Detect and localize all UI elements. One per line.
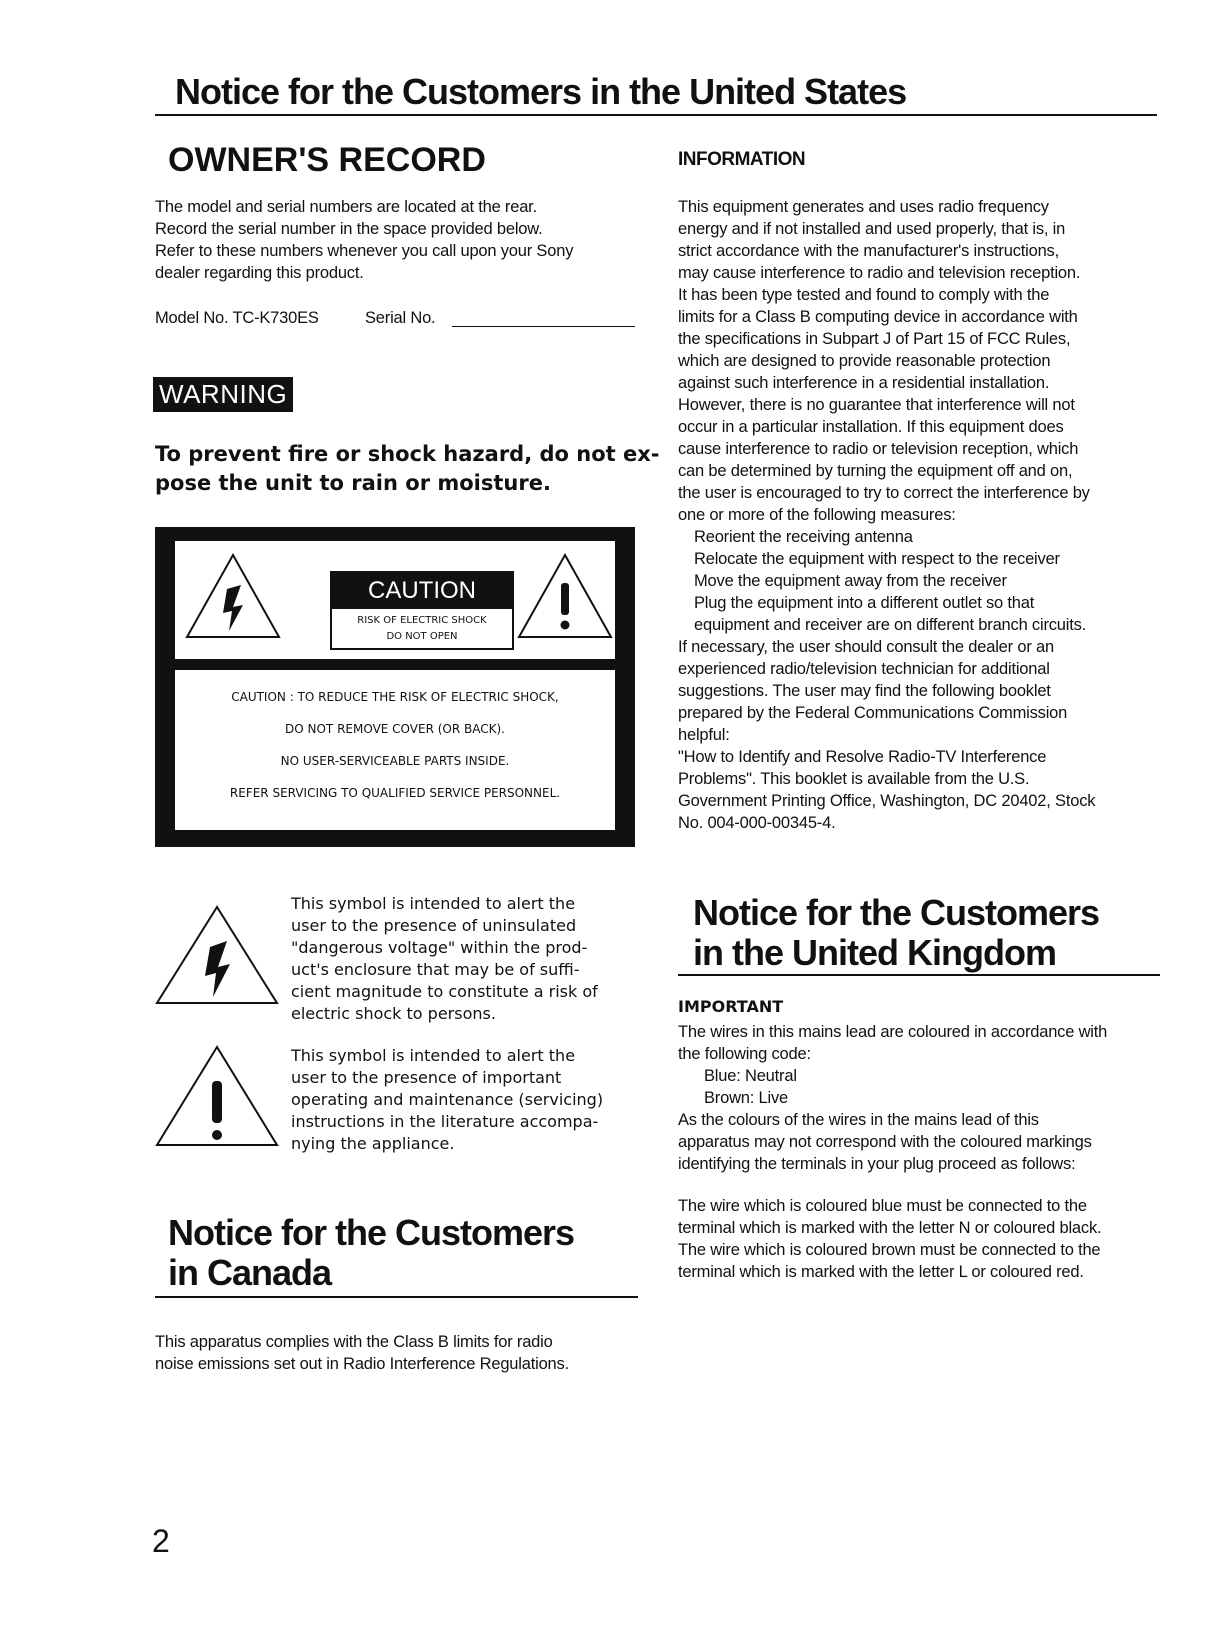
info-line: cause interference to radio or television reception, which — [678, 440, 1079, 458]
exclamation-symbol-description — [291, 1045, 626, 1155]
uk-line: terminal which is marked with the letter N or coloured black. — [678, 1219, 1102, 1237]
uk-body — [678, 1021, 1168, 1283]
uk-title-line: Notice for the Customers — [693, 892, 1100, 933]
measure-item: Reorient the receiving antenna — [694, 528, 913, 546]
info-line: prepared by the Federal Communications Commission — [678, 704, 1068, 722]
caution-line: NO USER-SERVICEABLE PARTS INSIDE. — [280, 754, 510, 768]
info-line: can be determined by turning the equipment off and on, — [678, 462, 1073, 480]
canada-rule — [155, 1296, 638, 1298]
info-line: experienced radio/television technician for additional — [678, 660, 1050, 678]
symbol-line: user to the presence of uninsulated — [291, 916, 577, 935]
uk-code: Blue: Neutral — [704, 1067, 797, 1085]
info-line: This equipment generates and uses radio frequency — [678, 198, 1049, 216]
canada-title-line: Notice for the Customers — [168, 1212, 575, 1253]
info-line: "How to Identify and Resolve Radio-TV Interference — [678, 748, 1047, 766]
information-title: INFORMATION — [678, 149, 806, 170]
info-line: It has been type tested and found to comply with the — [678, 286, 1050, 304]
uk-rule — [678, 974, 1160, 976]
uk-line: The wires in this mains lead are coloured in accordance with — [678, 1023, 1108, 1041]
caution-box-top — [175, 541, 615, 659]
uk-title — [693, 893, 1099, 972]
caution-line: CAUTION : TO REDUCE THE RISK OF ELECTRIC SHOCK, — [231, 690, 559, 704]
page-number: 2 — [152, 1523, 170, 1559]
lightning-triangle-icon — [183, 551, 283, 641]
caution-line: REFER SERVICING TO QUALIFIED SERVICE PERSONNEL. — [229, 786, 561, 800]
info-line: occur in a particular installation. If this equipment does — [678, 418, 1064, 436]
caution-instructions — [175, 670, 615, 830]
uk-line: terminal which is marked with the letter L or coloured red. — [678, 1263, 1084, 1281]
caution-line: DO NOT REMOVE COVER (OR BACK). — [285, 722, 505, 736]
uk-line: apparatus may not correspond with the coloured markings — [678, 1133, 1092, 1151]
symbol-line: "dangerous voltage" within the prod- — [291, 938, 588, 957]
measure-item: Plug the equipment into a different outlet so that — [694, 594, 1035, 612]
canada-line: noise emissions set out in Radio Interference Regulations. — [155, 1355, 569, 1373]
serial-number-blank-line — [452, 326, 635, 327]
measure-item: equipment and receiver are on different branch circuits. — [694, 616, 1087, 634]
intro-line: dealer regarding this product. — [155, 264, 364, 282]
intro-line: Record the serial number in the space provided below. — [155, 220, 543, 238]
symbol-line: user to the presence of important — [291, 1068, 562, 1087]
info-line: may cause interference to radio and television reception. — [678, 264, 1081, 282]
uk-line: As the colours of the wires in the mains lead of this — [678, 1111, 1039, 1129]
uk-line: The wire which is coloured brown must be connected to the — [678, 1241, 1101, 1259]
measure-item: Relocate the equipment with respect to the receiver — [694, 550, 1060, 568]
info-line: which are designed to provide reasonable protection — [678, 352, 1051, 370]
caution-do-not-open: DO NOT OPEN — [386, 631, 458, 642]
info-line: strict accordance with the manufacturer's instructions, — [678, 242, 1059, 260]
info-line: suggestions. The user may find the following booklet — [678, 682, 1051, 700]
canada-text — [155, 1331, 635, 1375]
symbol-line: operating and maintenance (servicing) — [291, 1090, 604, 1109]
caution-risk-text: RISK OF ELECTRIC SHOCK — [357, 615, 487, 626]
uk-title-line: in the United Kingdom — [693, 931, 1056, 973]
intro-line: Refer to these numbers whenever you call upon your Sony — [155, 242, 574, 260]
canada-line: This apparatus complies with the Class B limits for radio — [155, 1333, 553, 1351]
warning-badge: WARNING — [153, 377, 293, 412]
info-line: If necessary, the user should consult the dealer or an — [678, 638, 1054, 656]
owners-record-intro — [155, 196, 635, 284]
owners-record-title: OWNER'S RECORD — [168, 141, 486, 179]
symbol-line: electric shock to persons. — [291, 1004, 496, 1023]
uk-line: The wire which is coloured blue must be connected to the — [678, 1197, 1087, 1215]
symbol-line: This symbol is intended to alert the — [291, 1046, 576, 1065]
intro-line: The model and serial numbers are located at the rear. — [155, 198, 537, 216]
symbol-line: instructions in the literature accompa- — [291, 1112, 599, 1131]
page-header-title: Notice for the Customers in the United States — [175, 71, 907, 112]
info-line: against such interference in a residential installation. — [678, 374, 1050, 392]
info-line: However, there is no guarantee that interference will not — [678, 396, 1075, 414]
model-number: Model No. TC-K730ES — [155, 309, 319, 327]
info-line: Government Printing Office, Washington, DC 20402, Stock — [678, 792, 1096, 810]
uk-line: the following code: — [678, 1045, 811, 1063]
header-rule — [155, 114, 1157, 116]
info-line: one or more of the following measures: — [678, 506, 956, 524]
symbol-line: nying the appliance. — [291, 1134, 455, 1153]
caution-box — [155, 527, 635, 847]
lightning-symbol-icon — [155, 905, 280, 1005]
warning-line: To prevent fire or shock hazard, do not ex- — [155, 442, 660, 466]
exclamation-symbol-icon — [155, 1045, 280, 1147]
warning-text — [155, 440, 660, 498]
canada-title — [168, 1213, 574, 1292]
info-line: No. 004-000-00345-4. — [678, 814, 836, 832]
caution-heading: CAUTION — [332, 573, 512, 609]
lightning-symbol-description — [291, 893, 626, 1025]
uk-line: identifying the terminals in your plug proceed as follows: — [678, 1155, 1076, 1173]
symbol-line: uct's enclosure that may be of suffi- — [291, 960, 580, 979]
symbol-line: cient magnitude to constitute a risk of — [291, 982, 598, 1001]
measure-item: Move the equipment away from the receiver — [694, 572, 1007, 590]
serial-number-label: Serial No. — [365, 309, 436, 327]
exclamation-triangle-icon — [515, 551, 615, 641]
info-line: Problems". This booklet is available from the U.S. — [678, 770, 1030, 788]
caution-label — [330, 571, 514, 650]
info-line: helpful: — [678, 726, 730, 744]
symbol-line: This symbol is intended to alert the — [291, 894, 576, 913]
canada-title-line: in Canada — [168, 1251, 332, 1293]
info-line: energy and if not installed and used properly, that is, in — [678, 220, 1066, 238]
uk-code: Brown: Live — [704, 1089, 789, 1107]
warning-line: pose the unit to rain or moisture. — [155, 471, 551, 495]
info-line: the specifications in Subpart J of Part 15 of FCC Rules, — [678, 330, 1071, 348]
info-line: the user is encouraged to try to correct the interference by — [678, 484, 1090, 502]
info-line: limits for a Class B computing device in accordance with — [678, 308, 1078, 326]
uk-important: IMPORTANT — [678, 997, 784, 1016]
information-body — [678, 196, 1158, 834]
